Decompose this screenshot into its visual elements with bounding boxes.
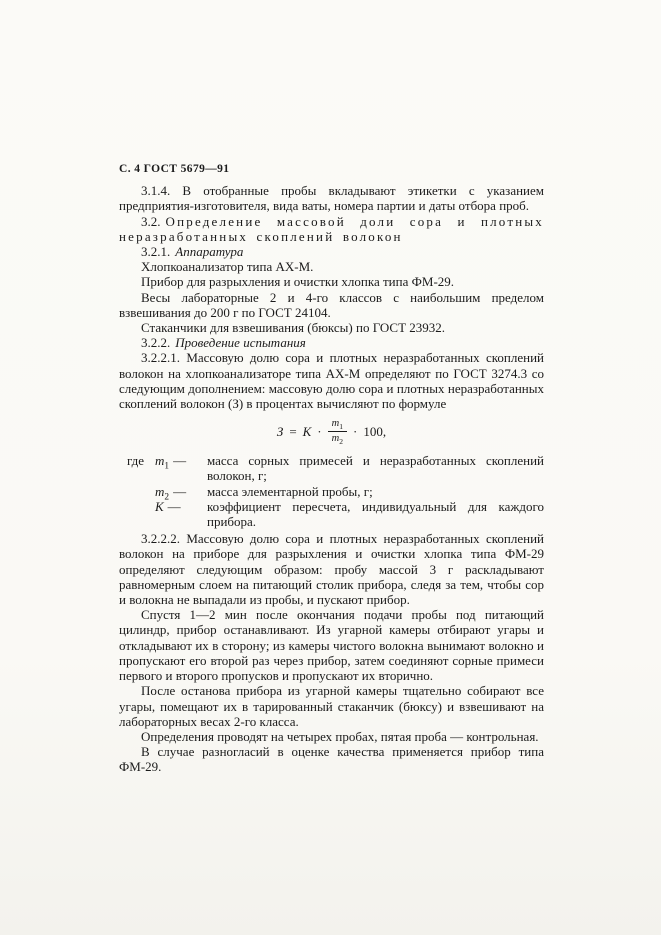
em-dash: —	[173, 483, 187, 499]
paragraph-sample-count: Определения проводят на четырех пробах, пятая проба — контрольная.	[141, 728, 539, 744]
definition-term	[155, 453, 207, 483]
section-number: 3.2.	[141, 213, 161, 229]
formula-factor: 100,	[363, 424, 387, 440]
definition-row	[119, 453, 544, 483]
paragraph-3-2-2-2: 3.2.2.2. Массовую долю сора и плотных неразработанных скоплений волокон на приборе для разрыхления и очистки хлопка типа ФМ-29 определяют следующим образом: пробу массой 3 г раскладывают равномерным слоем на питающий столик прибора, следя за тем, чтобы сор и волокна не выпадали из пробы, и пускают прибор.	[119, 531, 544, 608]
formula	[119, 418, 544, 445]
paragraph-3-1-4: 3.1.4. В отобранные пробы вкладывают этикетки с указанием предприятия-изготовителя, вида ваты, номера партии и даты отбора проб.	[119, 183, 544, 214]
fraction-numerator	[328, 418, 347, 432]
multiplication-dot: ·	[317, 424, 322, 440]
paragraph-procedure-timing: Спустя 1—2 мин после окончания подачи пробы под питающий цилиндр, прибор останавливают. Из угарной камеры отбирают угары и откладывают их в сторону; из камеры чистого волокна вынимают волокно и пропускают его второй раз через прибор, затем соединяют сорные примеси первого и второго пропусков и пропускают их вторично.	[119, 607, 544, 684]
definition-text: масса сорных примесей и неразработанных скоплений волокон, г;	[207, 453, 544, 484]
fraction	[328, 418, 347, 445]
numerator-subscript: 1	[339, 422, 344, 432]
section-number: 3.2.2.	[141, 335, 171, 351]
definition-text: коэффициент пересчета, индивидуальный для каждого прибора.	[207, 498, 544, 530]
apparatus-item: Стаканчики для взвешивания (бюксы) по ГОСТ 23932.	[141, 320, 446, 336]
apparatus-item: Хлопкоанализатор типа АХ-М.	[141, 259, 314, 275]
definition-term	[155, 483, 207, 503]
term-subscript: 2	[164, 492, 170, 503]
denominator-variable: m	[331, 433, 340, 445]
page-header: С. 4 ГОСТ 5679—91	[119, 163, 230, 175]
em-dash: —	[173, 453, 187, 469]
em-dash: —	[167, 498, 181, 514]
term-subscript: 1	[164, 461, 170, 472]
multiplication-dot: ·	[353, 424, 358, 440]
apparatus-item: Весы лабораторные 2 и 4-го классов с наибольшим пределом взвешивания до 200 г по ГОСТ 24104.	[119, 289, 544, 320]
where-label-spacer	[119, 484, 155, 499]
section-heading-3-2-2	[119, 335, 544, 350]
where-label: где	[127, 453, 145, 469]
term-variable: m	[155, 453, 165, 469]
definition-row	[119, 499, 544, 529]
section-title: Аппаратура	[175, 244, 244, 260]
definition-text: масса элементарной пробы, г;	[207, 483, 373, 499]
definition-term	[155, 499, 207, 529]
term-variable: m	[155, 483, 165, 499]
formula-coefficient: К	[302, 424, 312, 440]
where-definitions	[119, 453, 544, 529]
paragraph-dispute: В случае разногласий в оценке качества применяется прибор типа ФМ-29.	[119, 744, 544, 775]
section-number: 3.2.1.	[141, 244, 171, 260]
paragraph-weighing: После останова прибора из угарной камеры тщательно собирают все угары, помещают их в тарированный стаканчик (бюксу) и взвешивают на лабораторных весах 2-го класса.	[119, 683, 544, 729]
section-heading-3-2	[119, 214, 544, 244]
formula-lhs: З	[276, 424, 284, 440]
term-variable: К	[155, 498, 164, 514]
section-heading-3-2-1	[119, 244, 544, 259]
section-title: Проведение испытания	[175, 335, 306, 351]
denominator-subscript: 2	[339, 437, 344, 447]
page-content	[119, 162, 544, 775]
section-title: Определение массовой доли сора и плотных неразработанных скоплений волокон	[119, 213, 544, 244]
paragraph-3-2-2-1: 3.2.2.1. Массовую долю сора и плотных неразработанных скоплений волокон на хлопкоанализаторе типа АХ-М определяют по ГОСТ 3274.3 со следующим дополнением: массовую долю сора и плотных неразработанных скоплений волокон (З) в процентах вычисляют по формуле	[119, 350, 544, 412]
where-label-spacer	[119, 499, 155, 529]
apparatus-item: Прибор для разрыхления и очистки хлопка типа ФМ-29.	[141, 274, 455, 290]
fraction-denominator	[332, 432, 343, 445]
definition-row	[119, 483, 544, 503]
numerator-variable: m	[331, 418, 340, 430]
equals-sign: =	[289, 424, 297, 440]
